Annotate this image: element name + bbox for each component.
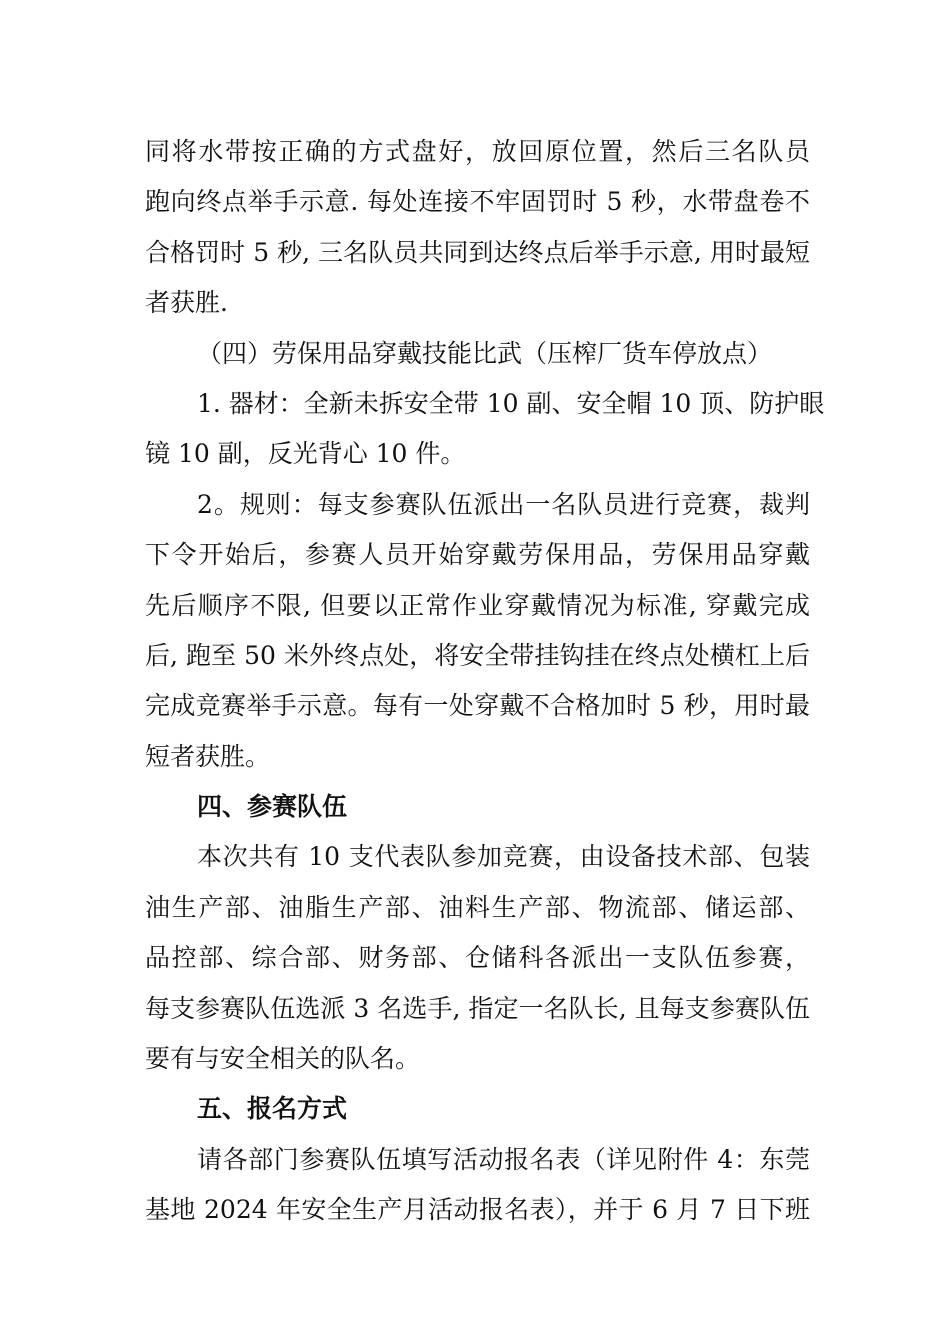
- paragraph-line: 本次共有 10 支代表队参加竞赛，由设备技术部、包装: [197, 842, 810, 872]
- subsection-heading: （四）劳保用品穿戴技能比武（压榨厂货车停放点）: [197, 338, 773, 368]
- document-body: [145, 127, 825, 1236]
- paragraph-line: 2。规则：每支参赛队伍派出一名队员进行竞赛，裁判: [197, 489, 810, 519]
- paragraph-line: 短者获胜。: [145, 741, 271, 771]
- paragraph-line: 后, 跑至 50 米外终点处，将安全带挂钩挂在终点处横杠上后: [145, 640, 810, 670]
- paragraph-line: 先后顺序不限, 但要以正常作业穿戴情况为标准, 穿戴完成: [145, 590, 810, 620]
- paragraph-line: 油生产部、油脂生产部、油料生产部、物流部、储运部、: [145, 892, 810, 922]
- paragraph-line: 下令开始后，参赛人员开始穿戴劳保用品，劳保用品穿戴: [145, 540, 810, 570]
- paragraph-line: 同将水带按正确的方式盘好，放回原位置，然后三名队员: [145, 137, 810, 166]
- paragraph-line: 者获胜.: [145, 288, 228, 318]
- paragraph-line: 每支参赛队伍选派 3 名选手, 指定一名队长, 且每支参赛队伍: [145, 993, 810, 1023]
- section-heading: 四、参赛队伍: [197, 792, 348, 822]
- paragraph-line: 品控部、综合部、财务部、仓储科各派出一支队伍参赛，: [145, 943, 810, 973]
- paragraph-line: 跑向终点举手示意. 每处连接不牢固罚时 5 秒，水带盘卷不: [145, 187, 810, 217]
- paragraph-line: 镜 10 副，反光背心 10 件。: [145, 439, 466, 469]
- section-heading: 五、报名方式: [197, 1094, 348, 1124]
- paragraph-line: 要有与安全相关的队名。: [145, 1044, 421, 1074]
- paragraph-line: 合格罚时 5 秒, 三名队员共同到达终点后举手示意, 用时最短: [145, 237, 810, 267]
- paragraph-line: 1. 器材：全新未拆安全带 10 副、安全帽 10 顶、防护眼: [197, 388, 825, 418]
- paragraph-line: 完成竞赛举手示意。每有一处穿戴不合格加时 5 秒，用时最: [145, 691, 810, 721]
- paragraph-line: 基地 2024 年安全生产月活动报名表），并于 6 月 7 日下班: [145, 1195, 810, 1225]
- paragraph-line: 请各部门参赛队伍填写活动报名表（详见附件 4：东莞: [197, 1144, 810, 1174]
